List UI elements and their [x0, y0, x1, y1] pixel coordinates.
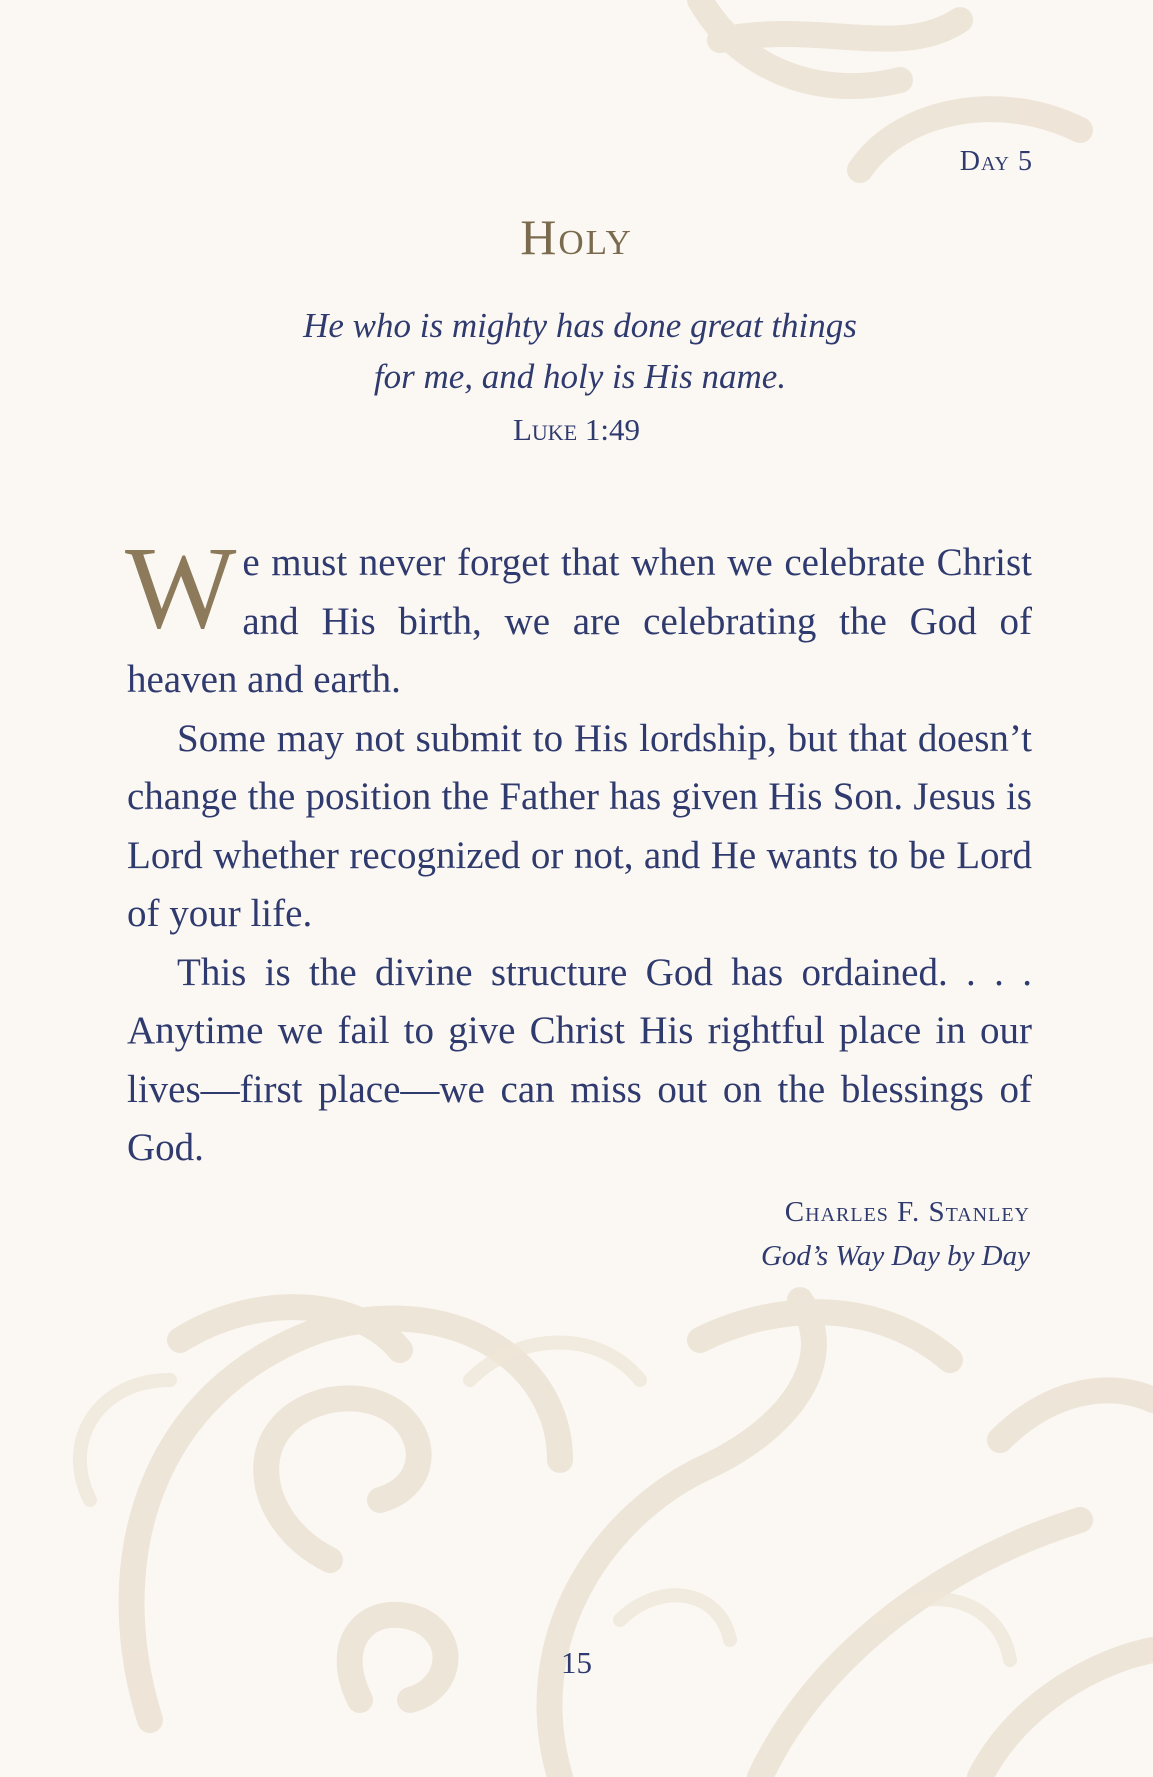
day-label: Day 5 — [959, 146, 1033, 177]
scripture-reference: Luke 1:49 — [512, 412, 640, 447]
author-name: Charles F. Stanley — [784, 1196, 1030, 1228]
paragraph-1-text: e must never forget that when we celebrate Christ and His birth, we are celebrating the God of heaven and earth. — [127, 541, 1032, 701]
source-title: God’s Way Day by Day — [760, 1240, 1030, 1272]
paragraph-1 — [125, 522, 1032, 710]
paragraph-3: This is the divine structure God has ordained. . . . Anytime we fail to give Christ His rightful place in our lives—first place—we can miss out on the blessings of God. — [127, 950, 1032, 1169]
paragraph-2: Some may not submit to His lordship, but that doesn’t change the position the Father has given His Son. Jesus is Lord whether recognized or not, and He wants to be Lord of your life. — [127, 716, 1032, 935]
page-number: 15 — [561, 1645, 592, 1680]
drop-cap: W — [125, 522, 237, 653]
verse-line-1: He who is mighty has done great things — [303, 306, 857, 345]
scripture-verse — [200, 300, 960, 402]
attribution — [761, 1190, 1030, 1278]
page-title: Holy — [520, 209, 633, 265]
verse-line-2: for me, and holy is His name. — [373, 357, 787, 396]
devotional-text — [125, 522, 1032, 1178]
